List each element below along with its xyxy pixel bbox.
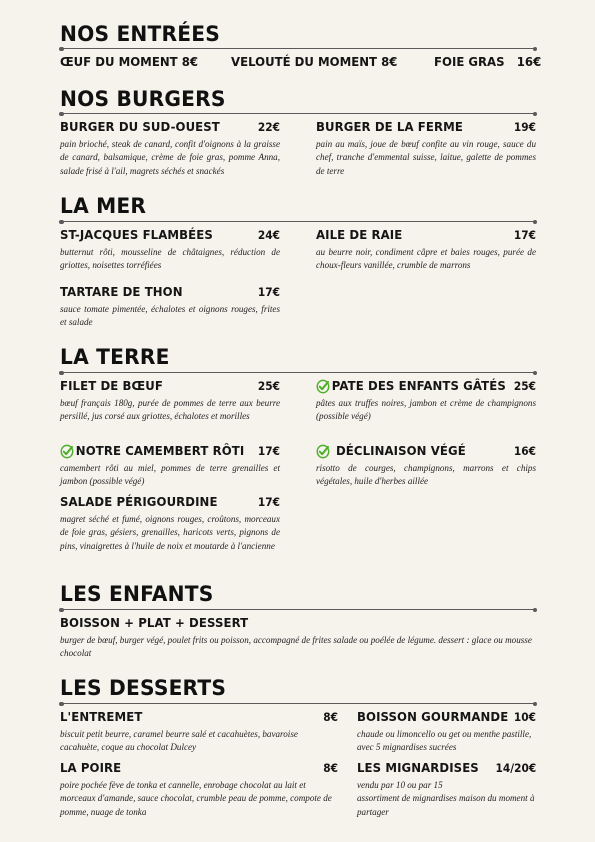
section-title-enfants: LES ENFANTS: [60, 582, 214, 607]
menu-item: [60, 227, 280, 273]
menu-item: [357, 760, 536, 819]
section-divider: [60, 607, 536, 613]
item-name: LA POIRE: [60, 760, 122, 775]
item-description: poire pochée fève de tonka et cannelle, enrobage chocolat au lait et morceaux d'amande, sauce chocolat, crumble peau de pomme, compote de pomme, nuage de tonka: [60, 780, 332, 817]
item-description: sauce tomate pimentée, échalotes et oignons rouges, frites et salade: [60, 304, 280, 328]
section-divider: [60, 701, 536, 707]
item-name: BOISSON GOURMANDE: [357, 709, 509, 724]
item-description: risotto de courges, champignons, marrons et chips végétales, huile d'herbes aillée: [316, 463, 536, 487]
item-name: AILE DE RAIE: [316, 227, 403, 242]
item-description: au beurre noir, condiment câpre et baies rouges, purée de choux-fleurs vanillée, crumble de marrons: [316, 247, 536, 271]
item-price: 25€: [513, 379, 536, 393]
section-title-burgers: NOS BURGERS: [60, 87, 226, 112]
menu-item: [316, 443, 536, 489]
item-price: 22€: [257, 120, 280, 134]
item-description: burger de bœuf, burger végé, poulet frits ou poisson, accompagné de frites salade ou poélée de légume. dessert : glace ou mousse chocolat: [60, 635, 532, 659]
item-price: 10€: [513, 710, 536, 724]
item-description: pain brioché, steak de canard, confit d'oignons à la graisse de canard, balsamique, crème de foie gras, pomme Anna, salade frisé à l'ail, magrets séchés et snackés: [60, 139, 280, 176]
item-price: 19€: [513, 120, 536, 134]
item-description: chaude ou limoncello ou get ou menthe pastille, avec 5 mignardises sucrées: [357, 729, 532, 753]
check-leaf-icon: [60, 444, 74, 459]
item-description: pain au maïs, joue de bœuf confite au vin rouge, sauce du chef, tranche d'emmental suisse, laitue, galette de pommes de terre: [316, 139, 536, 176]
item-description-extra: assortiment de mignardises maison du moment à partager: [357, 793, 535, 817]
entree-oeuf: ŒUF DU MOMENT 8€: [60, 54, 199, 69]
menu-item: [60, 760, 338, 819]
menu-item: [60, 378, 280, 424]
section-divider: [60, 219, 536, 225]
item-price: 17€: [513, 228, 536, 242]
menu-page: [60, 0, 542, 842]
menu-item: [316, 227, 536, 273]
section-title-desserts: LES DESSERTS: [60, 676, 227, 701]
item-name: DÉCLINAISON VÉGÉ: [316, 443, 466, 459]
item-description: biscuit petit beurre, caramel beurre salé et cacahuètes, bavaroise cacahuète, coque au chocolat Dulcey: [60, 729, 298, 753]
item-description: butternut rôti, mousseline de châtaignes, réduction de griottes, noisettes torréfiées: [60, 247, 280, 271]
menu-item: [60, 119, 280, 178]
check-leaf-icon: [316, 379, 330, 394]
menu-item: [60, 615, 536, 661]
item-name: NOTRE CAMEMBERT RÔTI: [60, 443, 244, 459]
item-price: 16€: [513, 444, 536, 458]
section-divider: [60, 370, 536, 376]
item-name: TARTARE DE THON: [60, 284, 183, 299]
item-price: 24€: [257, 228, 280, 242]
item-name: ST-JACQUES FLAMBÉES: [60, 227, 213, 242]
item-price: 8€: [323, 710, 338, 724]
menu-item: [60, 443, 280, 489]
entree-foie-gras: FOIE GRAS 16€: [434, 54, 542, 69]
item-name: BURGER DU SUD-OUEST: [60, 119, 220, 134]
item-name: SALADE PÉRIGOURDINE: [60, 494, 218, 509]
section-title-terre: LA TERRE: [60, 345, 170, 370]
item-price: 17€: [257, 495, 280, 509]
entrees-row: [60, 54, 542, 70]
item-description: bœuf français 180g, purée de pommes de terre aux beurre persillé, jus corsé aux griottes, échalotes et morilles: [60, 398, 280, 422]
item-price: 14/20€: [495, 761, 536, 775]
menu-item: [60, 284, 280, 330]
section-divider: [60, 46, 536, 52]
item-price: 8€: [323, 761, 338, 775]
check-leaf-icon: [316, 444, 330, 459]
item-name: LES MIGNARDISES: [357, 760, 479, 775]
item-name: BOISSON + PLAT + DESSERT: [60, 615, 249, 630]
item-description: camembert rôti au miel, pommes de terre grenailles et jambon (possible végé): [60, 463, 280, 487]
item-name: L'ENTREMET: [60, 709, 143, 724]
entree-veloute: VELOUTÉ DU MOMENT 8€: [231, 54, 398, 69]
menu-item: [60, 494, 280, 553]
item-price: 17€: [257, 285, 280, 299]
item-description: magret séché et fumé, oignons rouges, croûtons, morceaux de foie gras, gésiers, grenailles, haricots verts, pignons de pins, vinaigrettes à l'huile de noix et moutarde à l'ancienne: [60, 514, 280, 551]
item-price: 25€: [257, 379, 280, 393]
section-title-mer: LA MER: [60, 194, 147, 219]
item-name: PATE DES ENFANTS GÂTÉS: [316, 378, 506, 394]
menu-item: [60, 709, 338, 755]
section-title-entrees: NOS ENTRÉES: [60, 22, 220, 47]
menu-item: [357, 709, 536, 755]
section-divider: [60, 111, 536, 117]
menu-item: [316, 378, 536, 424]
item-name: FILET DE BŒUF: [60, 378, 164, 393]
item-price: 17€: [257, 444, 280, 458]
menu-item: [316, 119, 536, 178]
item-name: BURGER DE LA FERME: [316, 119, 463, 134]
item-description: pâtes aux truffes noires, jambon et crème de champignons (possible végé): [316, 398, 536, 422]
item-description: vendu par 10 ou par 15: [357, 780, 443, 790]
